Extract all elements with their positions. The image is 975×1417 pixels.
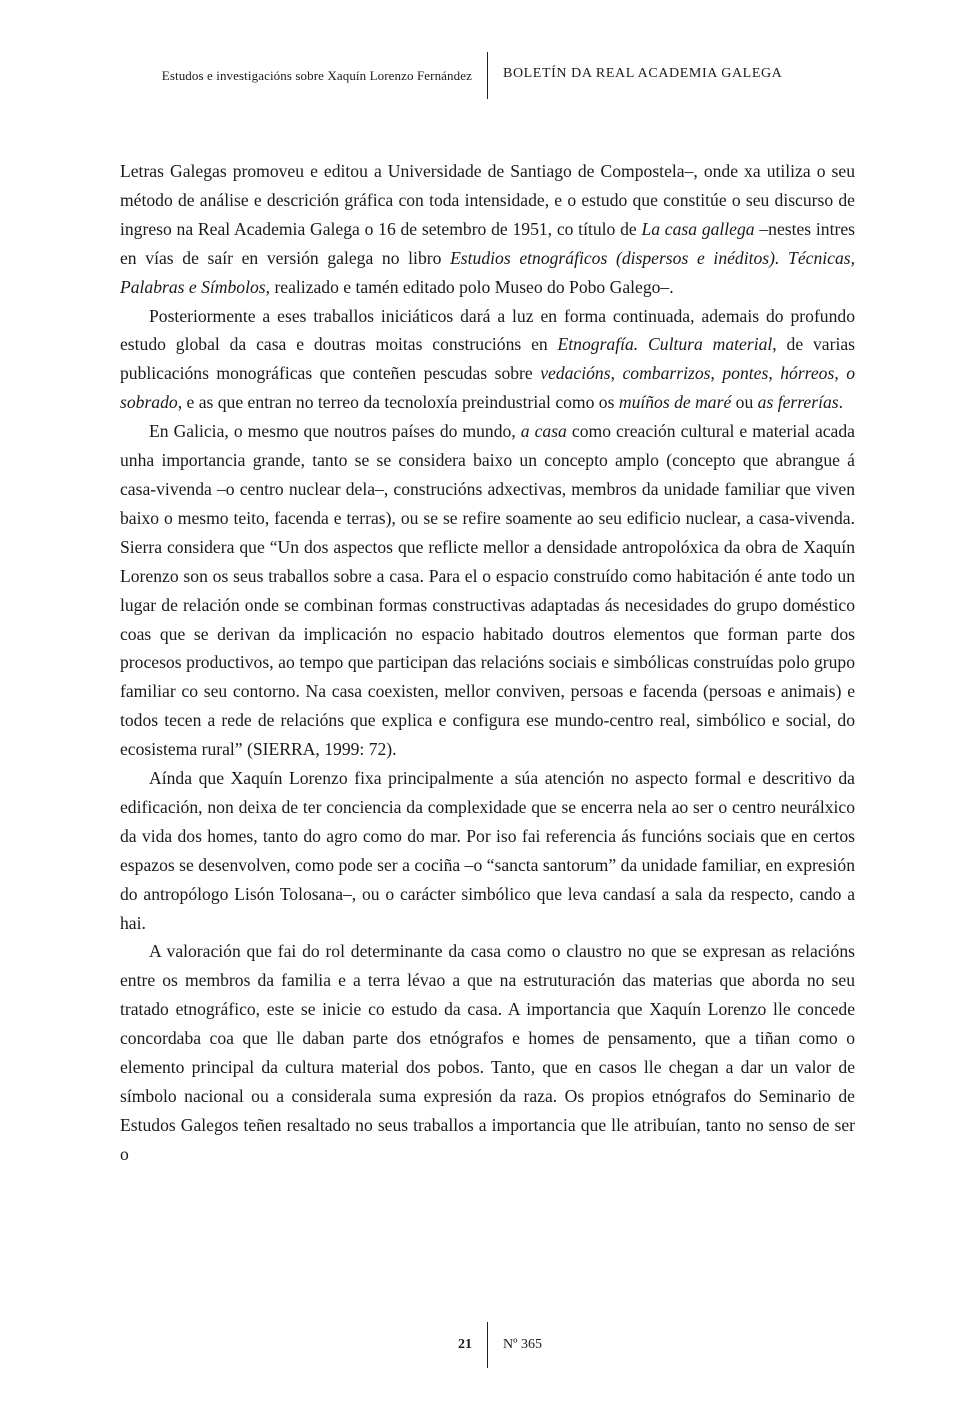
text-run: . bbox=[838, 392, 844, 413]
paragraph bbox=[120, 937, 855, 1168]
italic-text: hórreos bbox=[780, 363, 835, 384]
text-run: En Galicia, o mesmo que noutros países do mundo, bbox=[149, 421, 521, 442]
text-run: como creación cultural e material acada unha importancia grande, tanto se se considera baixo un concepto amplo (concepto que abrangue á casa-vivenda –o centro nuclear dela–, construcións adxectivas, membros da unidade familiar que viven baixo o mesmo teito, facenda e terras), ou se se refire soamente ao seu edificio nuclear, a casa-vivenda. Sierra considera que “Un dos aspectos que reflicte mellor a densidade antropolóxica da obra de Xaquín Lorenzo son os seus traballos sobre a casa. Para el o espacio construído como habitación é ante todo un lugar de relación onde se combinan formas constructivas adaptadas ás necesidades do grupo doméstico coas que se derivan da implicación no espacio habitado doutros elementos que forman parte dos procesos productivos, ao tempo que participan das relacións sociais e simbólicas construídas polo grupo familiar co seu contorno. Na casa coexisten, mellor conviven, persoas e facenda (persoas e animais) e todos tecen a rede de relacións que explica e configura ese mundo-centro real, simbólico e social, do ecosistema rural” (SIERRA, 1999: 72). bbox=[120, 421, 855, 760]
header-journal-title: BOLETÍN DA REAL ACADEMIA GALEGA bbox=[503, 66, 783, 81]
paragraph bbox=[120, 302, 855, 418]
running-footer bbox=[0, 1322, 975, 1370]
italic-text: combarrizos bbox=[622, 363, 711, 384]
text-run: Posteriormente a eses traballos iniciáticos dará a luz en forma continuada, ademais do profundo estudo global da casa e doutras moitas construcións en bbox=[120, 305, 855, 355]
text-run: , bbox=[768, 363, 781, 384]
body-text bbox=[120, 157, 855, 1169]
text-run: –nestes intres en vías de saír en versión galega no libro bbox=[120, 218, 855, 268]
paragraph bbox=[120, 764, 855, 937]
text-run: A valoración que fai do rol determinante da casa como o claustro no que se expresan as relacións entre os membros da familia e a terra lévao a que na estruturación das materias que aborda no seu tratado etnográfico, este se inicie co estudo da casa. A importancia que Xaquín Lorenzo lle concede concordaba coa que lle daban parte dos etnógrafos e homes de pensamento, que a tiñan como o elemento principal da cultura material dos pobos. Tanto, que en casos lle chegan a dar un valor de símbolo nacional ou a consideralа suma expresión da raza. Os propios etnógrafos do Seminario de Estudos Galegos teñen resaltado no seus traballos a importancia que lle atribuían, tanto no senso de ser o bbox=[120, 941, 855, 1164]
text-run: , bbox=[834, 363, 847, 384]
text-run: , e as que entran no terreo da tecnoloxía preindustrial como os bbox=[177, 392, 619, 413]
text-run: Aínda que Xaquín Lorenzo fixa principalmente a súa atención no aspecto formal e descritivo da edificación, non deixa de ter conciencia da complexidade que se encerra nela ao ser o centro neurálxico da vida dos homes, tanto do agro como do mar. Por iso fai referencia ás funcións sociais que en certos espazos se desenvolven, como pode ser a cociña –o “sancta santorum” da unidade familiar, en expresión do antropólogo Lisón Tolosana–, ou o carácter simbólico que leva candasí a sala da respecto, cando a hai. bbox=[120, 768, 855, 933]
text-run: , de varias publicacións monográficas que conteñen pescudas sobre bbox=[120, 334, 856, 384]
running-header bbox=[0, 52, 975, 100]
text-run: , realizado e tamén editado polo Museo do Pobo Galego–. bbox=[265, 276, 674, 297]
footer-divider bbox=[487, 1322, 488, 1368]
text-run: , bbox=[610, 363, 623, 384]
italic-text: La casa gallega bbox=[641, 218, 755, 239]
italic-text: a casa bbox=[520, 421, 567, 442]
italic-text: Etnografía. Cultura material bbox=[557, 334, 773, 355]
paragraph bbox=[120, 157, 855, 302]
header-book-title: Estudos e investigacións sobre Xaquín Lorenzo Fernández bbox=[161, 68, 472, 83]
italic-text: Estudios etnográficos (dispersos e inéditos). Técnicas, Palabras e Símbolos bbox=[120, 247, 855, 297]
italic-text: muíños de maré bbox=[618, 392, 732, 413]
text-run: ou bbox=[731, 392, 758, 413]
italic-text: as ferrerías bbox=[757, 392, 839, 413]
text-run: , bbox=[710, 363, 723, 384]
header-divider bbox=[487, 52, 488, 99]
text-run: Letras Galegas promoveu e editou a Universidade de Santiago de Compostela–, onde xa utiliza o seu método de análise e descrición gráfica con toda intensidade, e o estudo que constitúe o seu discurso de ingreso na Real Academia Galega o 16 de setembro de 1951, co título de bbox=[120, 161, 855, 239]
issue-number: Nº 365 bbox=[503, 1337, 542, 1352]
italic-text: pontes bbox=[722, 363, 769, 384]
italic-text: vedacións bbox=[540, 363, 611, 384]
italic-text: o sobrado bbox=[120, 363, 856, 413]
paragraph bbox=[120, 417, 855, 764]
page-number: 21 bbox=[458, 1337, 472, 1352]
